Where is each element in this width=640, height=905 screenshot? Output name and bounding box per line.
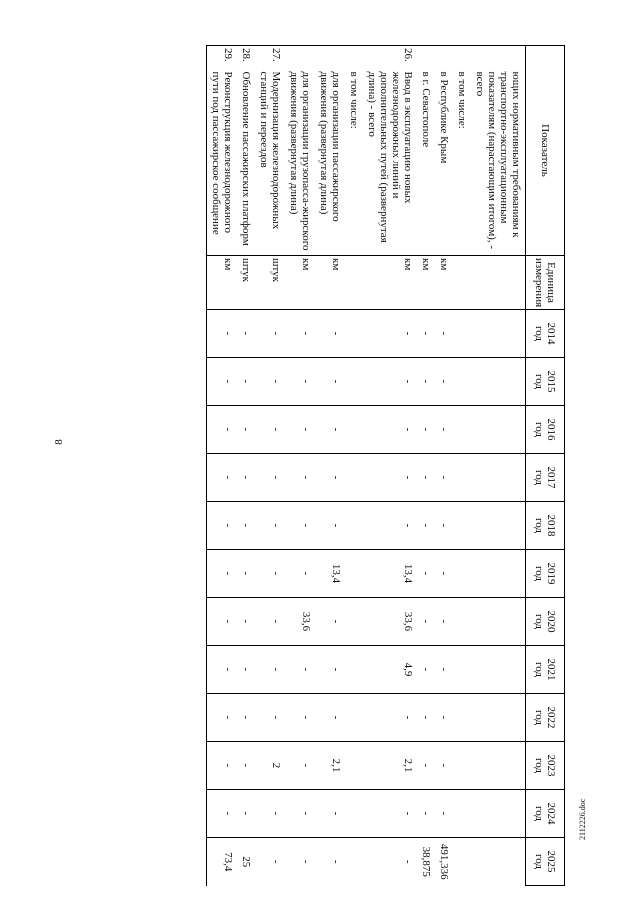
row-value [453, 310, 471, 358]
row-label: в г. Севастополе [420, 71, 432, 148]
table-row [207, 46, 238, 886]
row-unit: км [285, 256, 315, 310]
row-value: - [285, 838, 315, 886]
header-year-value: 2020 [545, 610, 557, 633]
row-label: в том числе: [456, 71, 468, 129]
row-value: - [285, 694, 315, 742]
row-value: - [285, 454, 315, 502]
row-value [345, 790, 363, 838]
row-value: - [237, 550, 255, 598]
row-number [285, 46, 315, 70]
row-value: - [417, 502, 435, 550]
row-number: 29. [207, 46, 238, 70]
row-value: - [207, 790, 238, 838]
header-year-suffix: год [533, 421, 545, 438]
row-value: - [435, 694, 453, 742]
row-label: Обновление пассажирских платформ [240, 71, 252, 246]
row-value [453, 358, 471, 406]
table-row [255, 46, 285, 886]
row-value [471, 550, 526, 598]
row-value: - [315, 598, 345, 646]
page-number: 8 [53, 439, 65, 445]
row-value [471, 406, 526, 454]
row-value [471, 790, 526, 838]
row-value: - [315, 454, 345, 502]
row-value: - [285, 358, 315, 406]
row-value: - [285, 406, 315, 454]
header-year-2018 [526, 502, 565, 550]
row-label: для организации пассажирского движения (развернутая длина) [318, 71, 342, 222]
header-year-value: 2023 [545, 754, 557, 777]
row-unit: км [417, 256, 435, 310]
row-unit: км [315, 256, 345, 310]
row-number [315, 46, 345, 70]
row-value [471, 598, 526, 646]
row-value: - [255, 694, 285, 742]
row-value: - [255, 550, 285, 598]
row-value: - [417, 358, 435, 406]
row-value: - [255, 502, 285, 550]
row-value: - [207, 358, 238, 406]
table-row [315, 46, 345, 886]
row-value: - [207, 646, 238, 694]
header-year-2023 [526, 742, 565, 790]
row-value: - [417, 694, 435, 742]
header-year-value: 2014 [545, 322, 557, 345]
row-value: - [237, 406, 255, 454]
row-label: Ввод в эксплуатацию новых железнодорожных линий и дополнительных путей (развернутая длина) - всего [366, 71, 414, 243]
row-number: 26. [363, 46, 417, 70]
header-unit: Единица измерения [526, 256, 565, 310]
row-unit [345, 256, 363, 310]
indicators-table [206, 45, 565, 886]
row-value [453, 550, 471, 598]
row-value: - [315, 790, 345, 838]
row-value: - [435, 406, 453, 454]
row-value: - [417, 454, 435, 502]
row-value: - [363, 838, 417, 886]
row-value: - [363, 502, 417, 550]
table-row [345, 46, 363, 886]
row-value: - [417, 598, 435, 646]
row-value [453, 454, 471, 502]
row-value: - [435, 646, 453, 694]
header-year-2017 [526, 454, 565, 502]
row-value: 13,4 [315, 550, 345, 598]
row-value: - [255, 598, 285, 646]
header-year-value: 2024 [545, 802, 557, 825]
row-value: - [255, 454, 285, 502]
row-value: - [237, 598, 255, 646]
row-value: - [237, 310, 255, 358]
row-unit: км [207, 256, 238, 310]
row-value: - [315, 694, 345, 742]
table-row [435, 46, 453, 886]
row-value: - [417, 742, 435, 790]
row-value [345, 742, 363, 790]
row-number [453, 46, 471, 70]
row-value: - [315, 406, 345, 454]
header-year-2024 [526, 790, 565, 838]
row-value: - [207, 310, 238, 358]
row-value: - [435, 454, 453, 502]
row-value: - [285, 550, 315, 598]
row-value [471, 358, 526, 406]
row-value: - [255, 790, 285, 838]
row-value: 73,4 [207, 838, 238, 886]
header-year-value: 2015 [545, 370, 557, 393]
header-year-suffix: год [533, 709, 545, 726]
header-indicator: Показатель [526, 46, 565, 256]
row-value: - [207, 406, 238, 454]
row-value [453, 646, 471, 694]
row-value: - [237, 742, 255, 790]
header-year-2022 [526, 694, 565, 742]
header-year-2025 [526, 838, 565, 886]
row-value: - [417, 310, 435, 358]
row-value [345, 502, 363, 550]
header-year-value: 2018 [545, 514, 557, 537]
row-value: - [255, 646, 285, 694]
row-value: - [237, 358, 255, 406]
row-value [453, 694, 471, 742]
row-value: - [435, 550, 453, 598]
row-value: - [207, 694, 238, 742]
table-row [363, 46, 417, 886]
row-value: - [207, 550, 238, 598]
document-code: 2112226.doc [578, 798, 587, 840]
row-value: - [435, 502, 453, 550]
row-unit [453, 256, 471, 310]
table-row [471, 46, 526, 886]
header-year-suffix: год [533, 853, 545, 870]
row-value [471, 838, 526, 886]
header-year-value: 2025 [545, 850, 557, 873]
row-value: - [315, 358, 345, 406]
row-value: - [363, 310, 417, 358]
row-value: - [255, 310, 285, 358]
row-value [453, 406, 471, 454]
row-number: 28. [237, 46, 255, 70]
row-value: - [285, 742, 315, 790]
row-value: - [207, 454, 238, 502]
row-value: - [285, 790, 315, 838]
row-value [453, 742, 471, 790]
row-value: - [237, 694, 255, 742]
row-value: - [285, 502, 315, 550]
header-year-value: 2016 [545, 418, 557, 441]
row-value: - [255, 358, 285, 406]
row-value [453, 502, 471, 550]
header-year-value: 2017 [545, 466, 557, 489]
header-year-value: 2022 [545, 706, 557, 729]
header-year-2021 [526, 646, 565, 694]
row-value [345, 454, 363, 502]
row-value: - [435, 310, 453, 358]
table-row [417, 46, 435, 886]
row-unit: км [435, 256, 453, 310]
row-label: в Республике Крым [438, 71, 450, 164]
row-value: - [363, 790, 417, 838]
header-year-suffix: год [533, 661, 545, 678]
row-value: - [237, 646, 255, 694]
row-value: - [237, 502, 255, 550]
row-value: - [363, 358, 417, 406]
row-value [345, 598, 363, 646]
header-year-value: 2019 [545, 562, 557, 585]
table-body [207, 46, 526, 886]
row-value: - [435, 358, 453, 406]
row-unit: штук [237, 256, 255, 310]
row-number [417, 46, 435, 70]
row-value: - [207, 742, 238, 790]
header-year-suffix: год [533, 469, 545, 486]
row-value [345, 550, 363, 598]
row-number [345, 46, 363, 70]
row-value: 4,9 [363, 646, 417, 694]
row-value [471, 646, 526, 694]
header-year-suffix: год [533, 517, 545, 534]
header-year-suffix: год [533, 613, 545, 630]
row-value [345, 646, 363, 694]
row-label: ющих нормативным требованиям к транспортно-эксплуатационным показателям (нарастающим итогом), - всего [474, 71, 522, 250]
header-year-suffix: год [533, 373, 545, 390]
row-unit: штук [255, 256, 285, 310]
row-value: - [315, 502, 345, 550]
header-year-2020 [526, 598, 565, 646]
row-value: - [237, 454, 255, 502]
row-value: - [237, 790, 255, 838]
row-value: 13,4 [363, 550, 417, 598]
row-value [345, 694, 363, 742]
row-value: 33,6 [285, 598, 315, 646]
header-year-2016 [526, 406, 565, 454]
rotated-table-container [88, 45, 565, 885]
header-year-2014 [526, 310, 565, 358]
row-value [471, 694, 526, 742]
row-label: для организации грузопасса-жирского движения (развернутая длина) [288, 71, 312, 251]
row-value: - [207, 502, 238, 550]
row-number: 27. [255, 46, 285, 70]
header-year-suffix: год [533, 325, 545, 342]
row-value: 2 [255, 742, 285, 790]
row-value: 2,1 [315, 742, 345, 790]
row-value [453, 838, 471, 886]
row-value: 2,1 [363, 742, 417, 790]
row-value: - [315, 838, 345, 886]
row-value: - [435, 790, 453, 838]
row-value: 25 [237, 838, 255, 886]
row-value: - [435, 598, 453, 646]
table-row [285, 46, 315, 886]
row-value [471, 742, 526, 790]
row-value: - [417, 790, 435, 838]
header-year-value: 2021 [545, 658, 557, 681]
row-number [435, 46, 453, 70]
row-value: - [285, 646, 315, 694]
header-year-suffix: год [533, 565, 545, 582]
row-value [345, 406, 363, 454]
row-label: в том числе: [348, 71, 360, 129]
row-value: - [417, 646, 435, 694]
header-year-2019 [526, 550, 565, 598]
row-value: - [363, 694, 417, 742]
row-value [345, 310, 363, 358]
row-value [453, 598, 471, 646]
header-year-2015 [526, 358, 565, 406]
row-value [471, 310, 526, 358]
row-label: Реконструкция железнодорожного пути под пассажирское сообщение [210, 71, 234, 235]
row-value: 38,875 [417, 838, 435, 886]
row-number [471, 46, 526, 70]
row-value: - [435, 742, 453, 790]
row-value: - [315, 310, 345, 358]
row-value: - [363, 454, 417, 502]
row-unit [471, 256, 526, 310]
row-value: - [285, 310, 315, 358]
row-value [453, 790, 471, 838]
row-value [471, 502, 526, 550]
row-value: 491,336 [435, 838, 453, 886]
table-row [237, 46, 255, 886]
header-year-suffix: год [533, 757, 545, 774]
row-unit: км [363, 256, 417, 310]
row-value [345, 838, 363, 886]
row-value: - [255, 406, 285, 454]
row-value: - [315, 646, 345, 694]
row-value: - [207, 598, 238, 646]
row-label: Модернизация железнодорожных станций и переездов [258, 71, 282, 230]
header-year-suffix: год [533, 805, 545, 822]
row-value: - [255, 838, 285, 886]
row-value [345, 358, 363, 406]
row-value: 33,6 [363, 598, 417, 646]
row-value: - [363, 406, 417, 454]
row-value [471, 454, 526, 502]
table-header-row [526, 46, 565, 886]
row-value: - [417, 406, 435, 454]
row-value: - [417, 550, 435, 598]
table-row [453, 46, 471, 886]
